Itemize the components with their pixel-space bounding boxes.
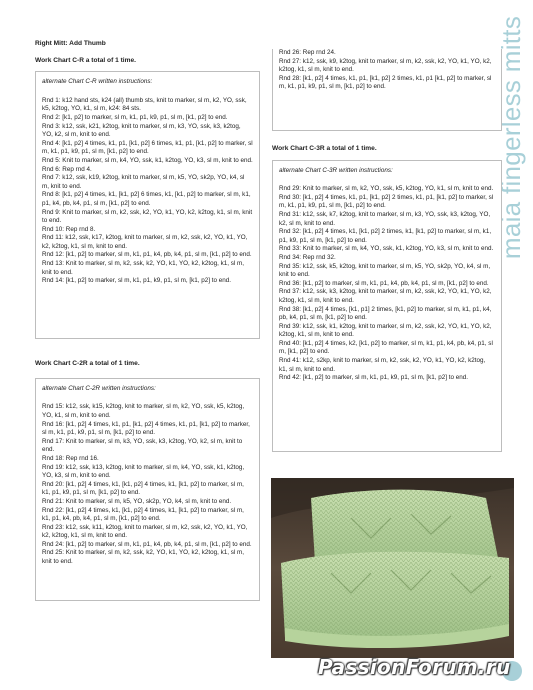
instruction-row: Rnd 11: k12, ssk, k17, k2tog, knit to marker, sl m, k2, ssk, k2, YO, k1, YO, k2, k2tog, k1, sl m, knit to end. — [42, 234, 248, 250]
chart-c3r-box — [272, 160, 502, 452]
instruction-row: Rnd 10: Rep rnd 8. — [42, 225, 96, 233]
instruction-row: Rnd 9: Knit to marker, sl m, k2, ssk, k2, YO, k1, YO, k2, k2tog, k1, sl m, knit to end. — [42, 208, 253, 225]
instruction-row: Rnd 33: Knit to marker, sl m, k4, YO, ssk, k1, k2tog, YO, k3, sl m, knit to end. — [279, 245, 494, 253]
instruction-row: Rnd 42: [k1, p2] to marker, sl m, k1, p1, k9, p1, sl m, [k1, p2] to end. — [279, 374, 468, 382]
chart-c3r-intro: alternate Chart C-3R written instructions: — [279, 166, 393, 174]
instruction-row: Rnd 39: k12, ssk, k1, k2tog, knit to marker, sl m, k2, ssk, k2, YO, k1, YO, k2, k2tog, k1, sl m, knit to end. — [279, 322, 492, 339]
chart-c2r-continued-box — [272, 49, 502, 131]
chart-cr-intro: alternate Chart C-R written instructions: — [42, 78, 153, 86]
instruction-row: Rnd 40: [k1, p2] 4 times, k2, [k1, p2] to marker, sl m, k1, p1, k4, pb, k4, p1, sl m, [k1, p2] to end. — [279, 339, 493, 356]
instruction-row: Rnd 36: [k1, p2] to marker, sl m, k1, p1, k4, pb, k4, p1, sl m, [k1, p2] to end. — [279, 279, 489, 287]
instruction-row: Rnd 17: Knit to marker, sl m, k3, YO, ssk, k3, k2tog, YO, k2, sl m, knit to end. — [42, 437, 243, 454]
instruction-row: Rnd 4: [k1, p2] 4 times, k1, p1, [k1, p2] 6 times, k1, p1, [k1, p2] to marker, sl m, k1, p1, k9, p1, sl m, [k1, p2] to end. — [42, 139, 253, 156]
instruction-row: Rnd 31: k12, ssk, k7, k2tog, knit to marker, sl m, k3, YO, ssk, k3, k2tog, YO, k2, sl m, knit to end. — [279, 210, 491, 227]
instruction-row: Rnd 22: [k1, p2] 4 times, k1, [k1, p2] 4 times, k1, [k1, p2] to marker, sl m, k1, p1, k4, pb, k4, p1, sl m, [k1, p2] to end. — [42, 506, 244, 523]
instruction-row: Rnd 38: [k1, p2] 4 times, [k1, p1] 2 times, [k1, p2] to marker, sl m, k1, p1, k4, pb, k4, p1, sl m, [k1, p2] to end. — [279, 305, 492, 322]
instruction-row: Rnd 12: [k1, p2] to marker, sl m, k1, p1, k4, pb, k4, p1, sl m, [k1, p2] to end. — [42, 251, 252, 259]
chart-cr-heading: Work Chart C-R a total of 1 time. — [35, 56, 136, 64]
instruction-row: Rnd 30: [k1, p2] 4 times, k1, p1, [k1, p2] 2 times, k1, p1, [k1, p2] to marker, sl m, k1, p1, k9, p1, sl m, [k1, p2] to end. — [279, 193, 494, 210]
chart-c2r-heading: Work Chart C-2R a total of 1 time. — [35, 360, 140, 368]
instruction-row: Rnd 15: k12, ssk, k15, k2tog, knit to marker, sl m, k2, YO, ssk, k5, k2tog, YO, k1, sl m, knit to end. — [42, 403, 245, 419]
section-title: Right Mitt: Add Thumb — [35, 40, 106, 47]
instruction-row: Rnd 41: k12, s2kp, knit to marker, sl m, k2, ssk, k2, YO, k1, YO, k2, k2tog, k1, sl m, knit to end. — [279, 357, 486, 373]
instruction-row: Rnd 23: k12, ssk, k11, k2tog, knit to marker, sl m, k2, ssk, k2, YO, k1, YO, k2, k2tog, k1, sl m, knit to end. — [42, 523, 248, 540]
instruction-row: Rnd 16: [k1, p2] 4 times, k1, p1, [k1, p2] 4 times, k1, p1, [k1, p2] to marker, sl m, k1, p1, k9, p1, sl m, [k1, p2] to end. — [42, 420, 250, 437]
left-column — [35, 40, 260, 601]
instruction-row: Rnd 28: [k1, p2] 4 times, k1, p1, [k1, p2] 2 times, k1, p1 [k1, p2] to marker, sl m, k1, p1, k9, p1, sl m, [k1, p2] to end. — [279, 74, 492, 91]
instruction-row: Rnd 19: k12, ssk, k13, k2tog, knit to marker, sl m, k4, YO, ssk, k1, k2tog, YO, k3, sl m, knit to end. — [42, 463, 245, 480]
mitts-photo-icon — [271, 478, 514, 658]
side-title: maia fingerless mitts — [496, 15, 527, 259]
instruction-row: Rnd 18: Rep rnd 16. — [42, 454, 99, 462]
instruction-row: Rnd 20: [k1, p2] 4 times, k1, [k1, p2] 4 times, k1, [k1, p2] to marker, sl m, k1, p1, k9, p1, sl m, [k1, p2] to end. — [42, 480, 244, 497]
instruction-row: Rnd 34: Rep rnd 32. — [279, 253, 336, 261]
right-column — [272, 49, 502, 452]
chart-cr-box — [35, 71, 260, 339]
instruction-row: Rnd 29: Knit to marker, sl m, k2, YO, ssk, k5, k2tog, YO, k1, sl m, knit to end. — [279, 185, 494, 193]
chart-cr-rows — [42, 97, 253, 286]
instruction-row: Rnd 35: k12, ssk, k5, k2tog, knit to marker, sl m, k5, YO, sk2p, YO, k4, sl m, knit to end. — [279, 262, 491, 279]
instruction-row: Rnd 25: Knit to marker, sl m, k2, ssk, k2, YO, k1, YO, k2, k2tog, k1, sl m, knit to end. — [42, 549, 245, 566]
instruction-row: Rnd 14: [k1, p2] to marker, sl m, k1, p1, k9, p1, sl m, [k1, p2] to end. — [42, 277, 231, 285]
chart-c3r-heading: Work Chart C-3R a total of 1 time. — [272, 145, 377, 152]
chart-c2r-rows — [42, 403, 253, 566]
instruction-row: Rnd 26: Rep rnd 24. — [279, 49, 336, 56]
chart-c2r-continued-rows — [279, 49, 495, 92]
instruction-row: Rnd 3: k12, ssk, k21, k2tog, knit to marker, sl m, k3, YO, ssk, k3, k2tog, YO, k2, sl m, knit to end. — [42, 122, 241, 139]
knitted-mitts-photo — [271, 478, 514, 658]
instruction-row: Rnd 7: k12, ssk, k19, k2tog, knit to marker, sl m, k5, YO, sk2p, YO, k4, sl m, knit to end. — [42, 174, 245, 190]
instruction-row: Rnd 37: k12, ssk, k3, k2tog, knit to marker, sl m, k2, ssk, k2, YO, k1, YO, k2, k2tog, k1, sl m, knit to end. — [279, 288, 492, 304]
instruction-row: Rnd 8: [k1, p2] 4 times, k1, [k1, p2] 6 times, k1, [k1, p2] to marker, sl m, k1, p1, k4, pb, k4, p1, sl m, [k1, p2] to end. — [42, 191, 251, 207]
instruction-row: Rnd 32: [k1, p2] 4 times, k1, [k1, p2] 2 times, k1, [k1, p2] to marker, sl m, k1, p1, k9, p1, sl m, [k1, p2] to end. — [279, 228, 492, 244]
instruction-row: Rnd 24: [k1, p2] to marker, sl m, k1, p1, k4, pb, k4, p1, sl m, [k1, p2] to end. — [42, 540, 252, 548]
instruction-row: Rnd 5: Knit to marker, sl m, k4, YO, ssk, k1, k2tog, YO, k3, sl m, knit to end. — [42, 156, 253, 164]
chart-c2r-intro: alternate Chart C-2R written instructions: — [42, 384, 156, 392]
watermark-text: PassionForum.ru — [318, 655, 511, 679]
chart-c3r-rows — [279, 185, 495, 383]
chart-c2r-box — [35, 378, 260, 601]
instruction-row: Rnd 1: k12 hand sts, k24 (all) thumb sts, knit to marker, sl m, k2, YO, ssk, k5, k2tog, YO, k1, sl m, k24: 84 sts. — [42, 96, 247, 113]
instruction-row: Rnd 2: [k1, p2] to marker, sl m, k1, p1, k9, p1, sl m, [k1, p2] to end. — [42, 113, 228, 121]
instruction-row: Rnd 13: Knit to marker, sl m, k2, ssk, k2, YO, k1, YO, k2, k2tog, k1, sl m, knit to end. — [42, 260, 245, 276]
instruction-row: Rnd 21: Knit to marker, sl m, k5, YO, sk2p, YO, k4, sl m, knit to end. — [42, 497, 232, 505]
instruction-row: Rnd 27: k12, ssk, k9, k2tog, knit to marker, sl m, k2, ssk, k2, YO, k1, YO, k2, k2tog, k1, sl m, knit to end. — [279, 57, 492, 74]
instruction-row: Rnd 6: Rep rnd 4. — [42, 165, 92, 173]
